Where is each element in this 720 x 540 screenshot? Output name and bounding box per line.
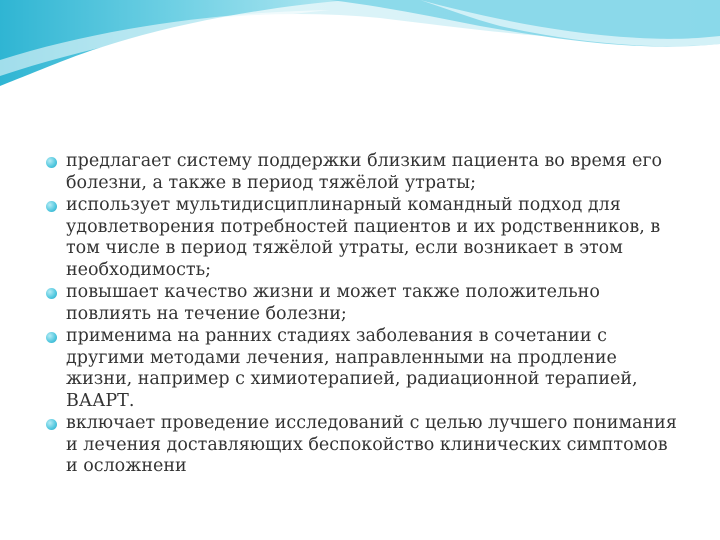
bullet-item bbox=[44, 282, 684, 325]
bullet-list bbox=[44, 151, 684, 478]
bullet-dot-icon bbox=[46, 288, 57, 299]
bullet-text: использует мультидисциплинарный командный подход для удовлетворения потребностей пациентов и их родственников, в том числе в период тяжёлой утраты, если возникает в этом необходимость; bbox=[66, 195, 661, 280]
bullet-list-container bbox=[44, 151, 684, 479]
bullet-text: повышает качество жизни и может также положительно повлиять на течение болезни; bbox=[66, 282, 600, 324]
bullet-item bbox=[44, 151, 684, 194]
bullet-dot-icon bbox=[46, 157, 57, 168]
bullet-item bbox=[44, 195, 684, 281]
bullet-dot-icon bbox=[46, 201, 57, 212]
bullet-item bbox=[44, 413, 684, 478]
header-wave-decoration bbox=[0, 0, 720, 90]
bullet-text: применима на ранних стадиях заболевания в сочетании с другими методами лечения, направленными на продление жизни, например с химиотерапией, радиационной терапией, ВААРТ. bbox=[66, 326, 638, 411]
bullet-dot-icon bbox=[46, 419, 57, 430]
bullet-text: предлагает систему поддержки близким пациента во время его болезни, а также в период тяжёлой утраты; bbox=[66, 151, 663, 193]
bullet-text: включает проведение исследований с целью лучшего понимания и лечения доставляющих беспокойство клинических симптомов и осложнени bbox=[66, 413, 677, 476]
bullet-dot-icon bbox=[46, 332, 57, 343]
bullet-item bbox=[44, 326, 684, 412]
